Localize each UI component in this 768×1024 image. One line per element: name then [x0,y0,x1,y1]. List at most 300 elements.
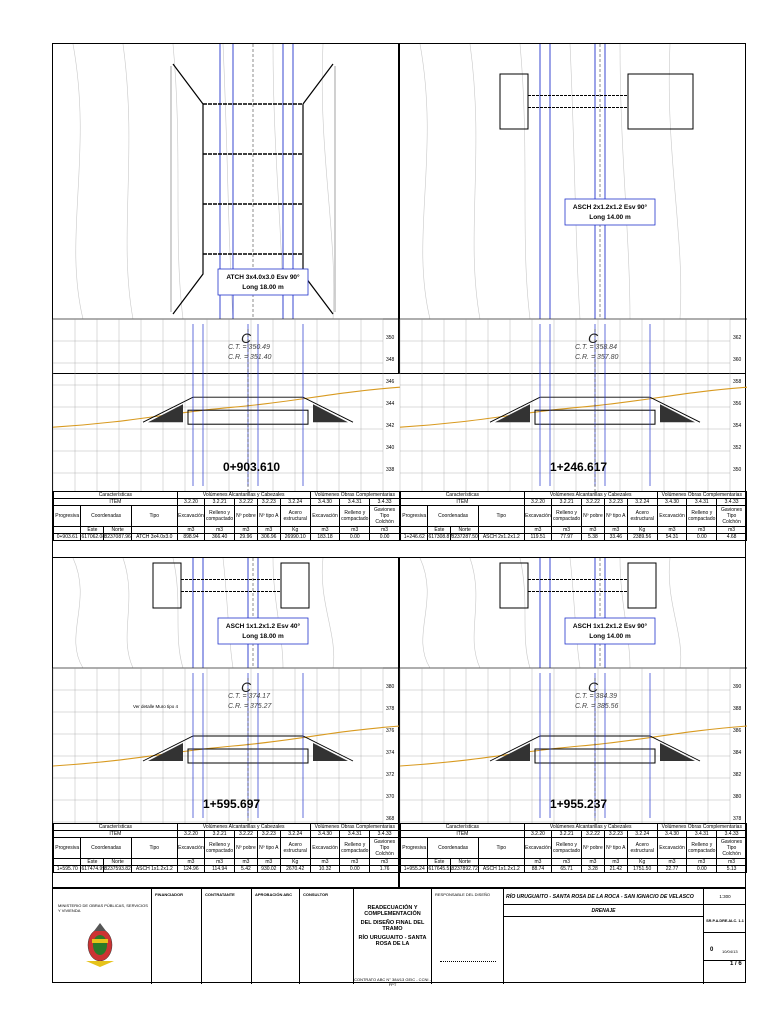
data-cell: 4.68 [717,534,747,541]
ground-line [400,726,747,766]
station-label: 1+595.697 [203,797,261,811]
elevation-tick-label: 350 [733,467,742,473]
header-gabions: Gaviones Tipo Colchón [370,506,400,527]
cr-elevation: C.R. = 375.27 [228,703,272,710]
data-cell: 10.32 [310,866,340,873]
elevation-tick-label: 354 [733,423,742,429]
header-progresiva: Progresiva [401,838,428,859]
data-cell: 8237287.50 [451,534,478,540]
item-code: 3.2.21 [552,831,582,838]
longitudinal-profile [400,319,747,491]
data-cell: 1+595.70 [54,866,81,873]
contour-line [173,44,183,319]
centerline-symbol: C [241,679,252,695]
unit-label: m3 [257,859,280,866]
item-code: 3.2.22 [234,831,257,838]
header-coordinates: Coordenadas [81,838,131,859]
scale-value: 1:300 [704,889,746,905]
item-code: 3.4.31 [687,831,717,838]
data-cell: 124.96 [177,866,204,873]
item-code: 3.2.21 [552,499,582,506]
unit-label: m3 [340,527,370,534]
unit-label: m3 [657,859,687,866]
header-excavation: Excavación [177,506,204,527]
header-item: ITEM [54,831,178,838]
contour-line [669,558,681,668]
header-gabions: Gaviones Tipo Colchón [370,838,400,859]
unit-label: m3 [205,859,235,866]
unit-label: m3 [370,859,400,866]
culvert-type-label: ATCH 3x4.0x3.0 Esv 90° [226,274,300,281]
header-item: ITEM [401,831,525,838]
elevation-tick-label: 370 [386,794,395,800]
header-north: Norte [104,859,131,866]
header-east: Este [81,527,104,534]
header-progresiva: Progresiva [54,838,81,859]
unit-label: m3 [177,527,204,534]
header-volumes-culverts: Volúmenes Alcantarillas y Cabezales [177,492,310,499]
header-characteristics: Características [54,824,178,831]
header-type: Tipo [131,506,177,527]
financiador-cell [152,889,202,984]
header-volumes-works: Volúmenes Obras Complementarias [657,824,746,831]
contour-line [73,44,83,319]
header-north: Norte [451,859,478,866]
unit-label: m3 [234,859,257,866]
data-cell: 8237087.96 [104,534,131,540]
wall-detail-note: Ver detalle Muro tipo 4 [133,704,179,709]
item-code: 3.2.23 [257,831,280,838]
item-code: 3.2.20 [524,831,551,838]
header-fill-2: Relleno y compactado [340,506,370,527]
quantities-table [400,823,747,873]
contract-number: CONTRATO ABC N° 384/13 GEIC - CCNI - FPT [354,977,431,987]
header-east: Este [428,527,451,534]
data-cell: 898.94 [177,534,204,541]
header-n-tipo-a: Nº tipo A [257,506,280,527]
unit-label: m3 [552,859,582,866]
item-code: 3.4.33 [370,499,400,506]
header-item: ITEM [54,499,178,506]
item-code: 3.4.33 [717,499,747,506]
table-cell [131,859,177,866]
contour-line [470,44,480,319]
contour-line [123,44,133,319]
data-cell: 1751.50 [627,866,657,873]
item-code: 3.2.24 [280,499,310,506]
data-cell: 88.74 [524,866,551,873]
culvert-label-box [218,269,308,295]
contour-line [322,44,334,319]
contratante-cell [202,889,252,984]
rev-date-cell [704,933,746,961]
header-characteristics: Características [401,492,525,499]
header-progresiva: Progresiva [54,506,81,527]
bolivia-coat-of-arms-icon [82,919,118,969]
header-excavation-2: Excavación [310,838,340,859]
data-cell: 5.38 [581,534,604,541]
elevation-tick-label: 382 [733,772,742,778]
contour-line [223,558,233,668]
header-gabions: Gaviones Tipo Colchón [717,838,747,859]
header-volumes-works: Volúmenes Obras Complementarias [657,492,746,499]
data-cell: 8237892.72 [451,866,478,872]
elevation-tick-label: 348 [386,357,395,363]
header-steel: Acero estructural [280,838,310,859]
consultor-cell [300,889,354,984]
item-code: 3.2.21 [205,831,235,838]
cr-elevation: C.R. = 351.40 [228,354,272,361]
responsable-cell [432,889,504,984]
header-type: Tipo [131,838,177,859]
item-code: 3.4.33 [370,831,400,838]
header-n-tipo-a: Nº tipo A [257,838,280,859]
data-cell: 183.18 [310,534,340,541]
header-steel: Acero estructural [280,506,310,527]
data-cell: 1.76 [370,866,400,873]
aprobacion-label: APROBACIÓN ABC [255,892,292,897]
table-cell [54,859,81,866]
unit-label: m3 [340,859,370,866]
elevation-tick-label: 338 [386,467,395,473]
unit-label: m3 [687,859,717,866]
data-cell: 306.96 [257,534,280,541]
item-code: 3.2.24 [280,831,310,838]
header-volumes-culverts: Volúmenes Alcantarillas y Cabezales [524,824,657,831]
longitudinal-profile [53,668,400,823]
centerline-symbol: C [241,330,252,346]
culvert-section-2 [399,43,746,540]
unit-label: m3 [310,527,340,534]
signature-line [440,961,496,962]
item-code: 3.2.23 [604,499,627,506]
ground-line [53,726,400,766]
unit-label: m3 [581,859,604,866]
unit-label: m3 [177,859,204,866]
header-n-pobre: Nº pobre [234,506,257,527]
header-east: Este [428,859,451,866]
header-coordinates: Coordenadas [428,838,478,859]
ct-elevation: C.T. = 350.49 [228,344,270,351]
header-n-tipo-a: Nº tipo A [604,506,627,527]
table-cell [131,527,177,534]
ground-line [400,387,747,427]
culvert-length-label: Long 18.00 m [242,633,284,640]
elevation-tick-label: 384 [733,750,742,756]
culvert-length-label: Long 18.00 m [242,284,284,291]
culvert-plan [153,563,309,608]
financiador-label: FINANCIADOR [155,892,183,897]
culvert-label-box [218,618,308,644]
elevation-tick-label: 380 [733,794,742,800]
unit-label: m3 [717,527,747,534]
elevation-tick-label: 356 [733,401,742,407]
cr-elevation: C.R. = 385.56 [575,703,619,710]
data-cell: 119.51 [524,534,551,541]
project-line-1: READECUACIÓN Y COMPLEMENTACIÓN [364,905,421,917]
contour-line [322,558,334,668]
data-cell: 5.42 [234,866,257,873]
longitudinal-profile [53,319,400,491]
data-cell: 0+903.61 [54,534,81,541]
item-code: 3.2.20 [524,499,551,506]
culvert-type-label: ASCH 1x1.2x1.2 Esv 40° [225,623,301,630]
culvert-section-3 [52,557,399,888]
culvert-length-label: Long 14.00 m [589,633,631,640]
header-coordinates: Coordenadas [428,506,478,527]
item-code: 3.4.31 [687,499,717,506]
unit-label: m3 [370,527,400,534]
title-block [52,888,746,987]
data-cell: 29.96 [234,534,257,541]
item-code: 3.4.31 [340,831,370,838]
header-excavation-2: Excavación [657,838,687,859]
culvert-plan [500,74,693,129]
sheet-title: DRENAJE [504,905,704,917]
table-cell [401,527,428,534]
header-volumes-works: Volúmenes Obras Complementarias [310,824,399,831]
item-code: 3.2.22 [234,499,257,506]
header-excavation-2: Excavación [657,506,687,527]
elevation-tick-label: 352 [733,445,742,451]
project-cell [354,889,432,987]
header-coordinates: Coordenadas [81,506,131,527]
station-label: 1+955.237 [550,797,608,811]
unit-label: m3 [524,527,551,534]
unit-label: m3 [604,527,627,534]
header-fill: Relleno y compactado [552,506,582,527]
data-cell: 1+955.24 [401,866,428,873]
project-line-2: DEL DISEÑO FINAL DEL TRAMO [360,920,425,932]
data-cell: 366.40 [205,534,235,541]
header-excavation-2: Excavación [310,506,340,527]
data-cell: 617062.08 [81,534,106,540]
centerline-symbol: C [588,679,599,695]
culvert-type-label: ASCH 1x1.2x1.2 Esv 90° [572,623,648,630]
unit-label: Kg [280,859,310,866]
ct-elevation: C.T. = 358.84 [575,344,617,351]
contour-line [570,558,580,668]
ground-line [53,387,400,427]
header-volumes-works: Volúmenes Obras Complementarias [310,492,399,499]
unit-label: m3 [524,859,551,866]
culvert-length-label: Long 14.00 m [589,214,631,221]
wingwall-left [148,743,183,761]
elevation-tick-label: 368 [386,816,395,822]
data-cell: 617474.99 [81,866,106,872]
culvert-label-box [565,199,655,225]
project-line-3: RÍO URUGUAITO - SANTA ROSA DE LA [358,935,427,947]
header-progresiva: Progresiva [401,506,428,527]
data-cell: 2670.42 [280,866,310,873]
table-cell [401,859,428,866]
ct-elevation: C.T. = 374.17 [228,693,270,700]
data-cell: 26990.10 [280,534,310,541]
data-cell: 2389.56 [627,534,657,541]
header-fill: Relleno y compactado [205,506,235,527]
header-n-tipo-a: Nº tipo A [604,838,627,859]
culvert-section-4 [399,557,746,888]
station-label: 0+903.610 [223,460,281,474]
sheet-info [504,889,746,984]
data-cell: ASCH 1x1.2x1.2 [478,866,524,873]
data-cell: 5.13 [717,866,747,873]
item-code: 3.2.22 [581,831,604,838]
elevation-tick-label: 376 [386,728,395,734]
elevation-tick-label: 390 [733,684,742,690]
data-cell: 0.00 [340,534,370,541]
longitudinal-profile [400,668,747,823]
unit-label: m3 [657,527,687,534]
date: 10/04/13 [722,949,738,954]
unit-label: Kg [280,527,310,534]
contour-line [420,44,430,319]
elevation-tick-label: 372 [386,772,395,778]
data-cell: 617645.51 [428,866,453,872]
item-code: 3.4.33 [717,831,747,838]
ministry-name: MINISTERIO DE OBRAS PÚBLICAS, SERVICIOS Y VIVIENDA [58,903,148,913]
elevation-tick-label: 378 [386,706,395,712]
item-code: 3.4.30 [657,831,687,838]
centerline-symbol: C [588,330,599,346]
item-code: 3.4.30 [310,831,340,838]
unit-label: m3 [234,527,257,534]
data-cell: 1+246.62 [401,534,428,541]
unit-label: Kg [627,527,657,534]
header-excavation: Excavación [524,838,551,859]
elevation-tick-label: 362 [733,335,742,341]
contratante-label: CONTRATANTE [205,892,235,897]
data-cell: 0.00 [687,534,717,541]
data-cell: 54.31 [657,534,687,541]
culvert-type-label: ASCH 2x1.2x1.2 Esv 90° [572,204,648,211]
header-item: ITEM [401,499,525,506]
data-cell: 0.00 [370,534,400,541]
elevation-tick-label: 342 [386,423,395,429]
culvert-label-box [565,618,655,644]
contour-line [420,558,430,668]
header-steel: Acero estructural [627,838,657,859]
sheet-blank [504,917,704,984]
header-gabions: Gaviones Tipo Colchón [717,506,747,527]
item-code: 3.2.20 [177,831,204,838]
unit-label: m3 [581,527,604,534]
header-fill-2: Relleno y compactado [687,506,717,527]
item-code: 3.2.23 [257,499,280,506]
unit-label: m3 [205,527,235,534]
table-cell [54,527,81,534]
item-code: 3.2.24 [627,831,657,838]
item-code: 3.2.23 [604,831,627,838]
data-cell: 0.00 [687,866,717,873]
data-cell: 21.42 [604,866,627,873]
quantities-table [53,823,400,873]
elevation-tick-label: 388 [733,706,742,712]
unit-label: m3 [604,859,627,866]
header-n-pobre: Nº pobre [234,838,257,859]
data-cell: 0.00 [340,866,370,873]
revision: 0 [710,947,714,953]
item-code: 3.2.22 [581,499,604,506]
unit-label: Kg [627,859,657,866]
responsable-label: RESPONSABLE DEL DISEÑO [435,892,490,897]
elevation-tick-label: 380 [386,684,395,690]
header-n-pobre: Nº pobre [581,506,604,527]
item-code: 3.4.31 [340,499,370,506]
header-steel: Acero estructural [627,506,657,527]
data-cell: 8237593.82 [104,866,131,872]
data-cell: ASCH 1x1.2x1.2 [131,866,177,873]
wingwall-right [313,743,348,761]
contour-line [470,558,480,668]
header-type: Tipo [478,506,524,527]
item-code: 3.2.20 [177,499,204,506]
route-title: RÍO URUGUAITO - SANTA ROSA DE LA ROCA - SAN IGNACIO DE VELASCO [504,889,704,905]
elevation-tick-label: 374 [386,750,395,756]
header-north: Norte [451,527,478,534]
elevation-tick-label: 358 [733,379,742,385]
item-code: 3.2.21 [205,499,235,506]
aprobacion-cell [252,889,300,984]
cr-elevation: C.R. = 357.80 [575,354,619,361]
consultor-label: CONSULTOR [303,892,328,897]
ct-elevation: C.T. = 384.39 [575,693,617,700]
sheet-number: 1 / 6 [730,961,742,967]
item-code: 3.4.30 [310,499,340,506]
item-code: 3.4.30 [657,499,687,506]
header-fill: Relleno y compactado [552,838,582,859]
plan-view [400,44,747,319]
ministry-cell [52,889,152,984]
culvert-plan [500,563,656,608]
header-volumes-culverts: Volúmenes Alcantarillas y Cabezales [177,824,310,831]
header-characteristics: Características [401,824,525,831]
data-cell: 930.02 [257,866,280,873]
unit-label: m3 [717,859,747,866]
unit-label: m3 [257,527,280,534]
header-fill-2: Relleno y compactado [340,838,370,859]
header-fill-2: Relleno y compactado [687,838,717,859]
data-cell: ASCH 2x1.2x1.2 [478,534,524,541]
header-type: Tipo [478,838,524,859]
plan-view [53,44,400,319]
header-volumes-culverts: Volúmenes Alcantarillas y Cabezales [524,492,657,499]
contour-line [123,558,133,668]
header-excavation: Excavación [524,506,551,527]
unit-label: m3 [310,859,340,866]
quantities-table [53,491,400,541]
data-cell: 22.77 [657,866,687,873]
table-cell [478,527,524,534]
header-n-pobre: Nº pobre [581,838,604,859]
contour-line [570,44,580,319]
item-code: 3.2.24 [627,499,657,506]
header-east: Este [81,859,104,866]
elevation-tick-label: 350 [386,335,395,341]
table-cell [478,859,524,866]
drawing-code: SR.P.A.DRE.ALC. 1-1 [704,905,746,933]
elevation-tick-label: 344 [386,401,395,407]
unit-label: m3 [687,527,717,534]
elevation-tick-label: 346 [386,379,395,385]
data-cell: 114.94 [205,866,235,873]
wingwall-right [660,743,695,761]
quantities-table [400,491,747,541]
data-cell: 617308.87 [428,534,453,540]
station-label: 1+246.617 [550,460,608,474]
contour-line [73,558,83,668]
data-cell: 3.28 [581,866,604,873]
